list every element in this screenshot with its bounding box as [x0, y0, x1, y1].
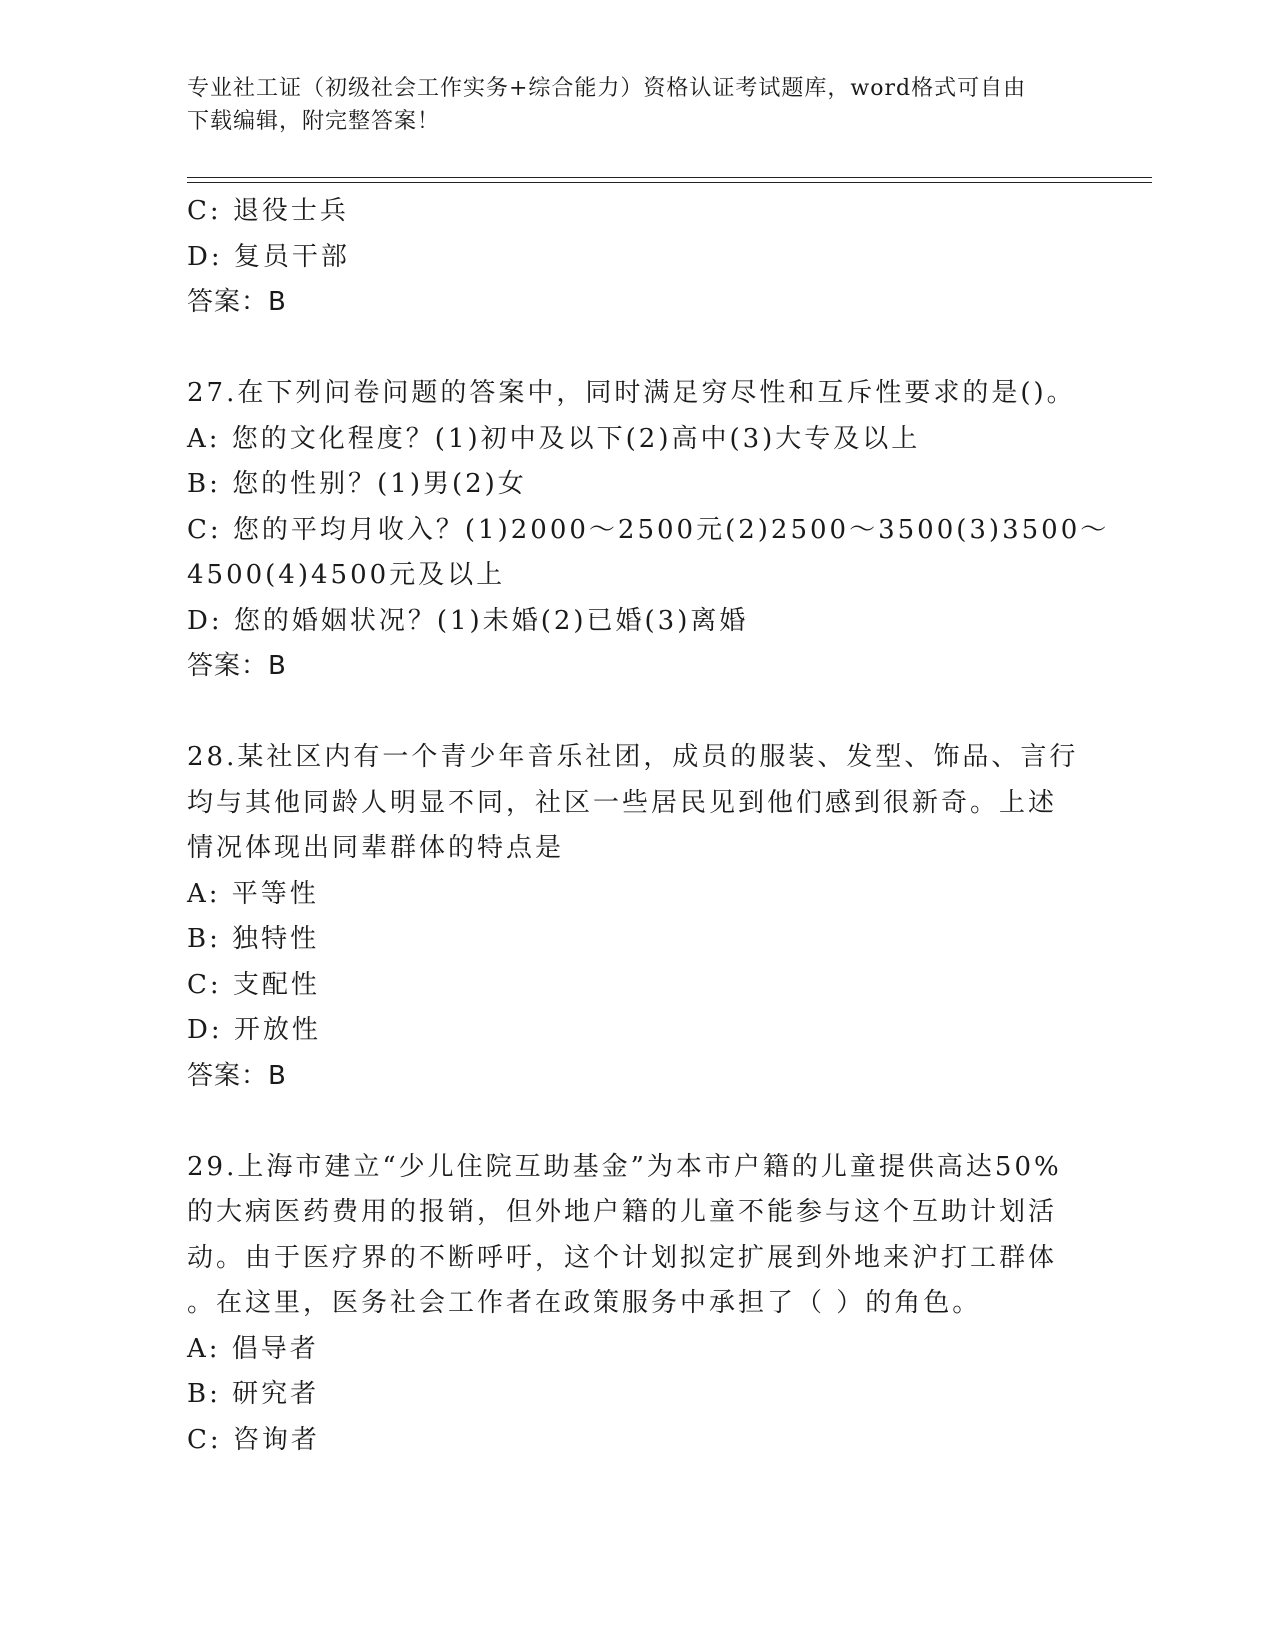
- question-stem-continued: 的大病医药费用的报销，但外地户籍的儿童不能参与这个互助计划活: [187, 1197, 1058, 1227]
- question-29: [187, 1145, 1087, 1464]
- option-a: A: 您的文化程度？(1)初中及以下(2)高中(3)大专及以上: [187, 423, 921, 454]
- answer: 答案：B: [187, 287, 287, 317]
- question-27: [187, 371, 1110, 690]
- option-c: C: 咨询者: [187, 1424, 320, 1455]
- spacer: [187, 326, 1087, 372]
- option-d: D: 您的婚姻状况？(1)未婚(2)已婚(3)离婚: [187, 605, 749, 636]
- option-b: B: 研究者: [187, 1379, 320, 1409]
- option-c: C: 您的平均月收入？(1)2000～2500元(2)2500～3500(3)3500～: [187, 514, 1110, 545]
- option-c-continued: 4500(4)4500元及以上: [187, 560, 506, 590]
- option-a: A: 平等性: [187, 878, 319, 909]
- option-c: C: 退役士兵: [187, 196, 349, 226]
- option-a: A: 倡导者: [187, 1333, 319, 1364]
- header-line-2: 下载编辑，附完整答案！: [187, 109, 441, 134]
- question-stem-continued: 均与其他同龄人明显不同，社区一些居民见到他们感到很新奇。上述: [187, 787, 1058, 818]
- header-rule-top: [187, 177, 1152, 178]
- question-stem: 27.在下列问卷问题的答案中，同时满足穷尽性和互斥性要求的是()。: [187, 378, 1076, 408]
- option-b: B: 您的性别？(1)男(2)女: [187, 469, 527, 499]
- question-28: [187, 735, 1087, 1099]
- question-stem: 29.上海市建立“少儿住院互助基金”为本市户籍的儿童提供高达50%: [187, 1151, 1062, 1182]
- spacer: [187, 1099, 1087, 1145]
- header-line-1: 专业社工证（初级社会工作实务+综合能力）资格认证考试题库，word格式可自由: [187, 76, 1027, 101]
- question-stem-continued: 动。由于医疗界的不断呼吁，这个计划拟定扩展到外地来沪打工群体: [187, 1242, 1058, 1273]
- question-stem-continued: 情况体现出同辈群体的特点是: [187, 833, 565, 863]
- previous-question-tail: [187, 189, 1087, 326]
- answer: 答案：B: [187, 651, 287, 681]
- option-c: C: 支配性: [187, 969, 320, 1000]
- question-stem-continued: 。在这里，医务社会工作者在政策服务中承担了（ ）的角色。: [187, 1288, 982, 1318]
- spacer: [187, 690, 1087, 736]
- option-b: B: 独特性: [187, 924, 320, 954]
- option-d: D: 开放性: [187, 1015, 321, 1045]
- question-stem: 28.某社区内有一个青少年音乐社团，成员的服装、发型、饰品、言行: [187, 742, 1079, 772]
- answer: 答案：B: [187, 1060, 287, 1091]
- question-content: [187, 189, 1110, 1463]
- header-rule-bottom: [187, 182, 1152, 183]
- page-header: [187, 72, 1087, 138]
- option-d: D: 复员干部: [187, 241, 350, 272]
